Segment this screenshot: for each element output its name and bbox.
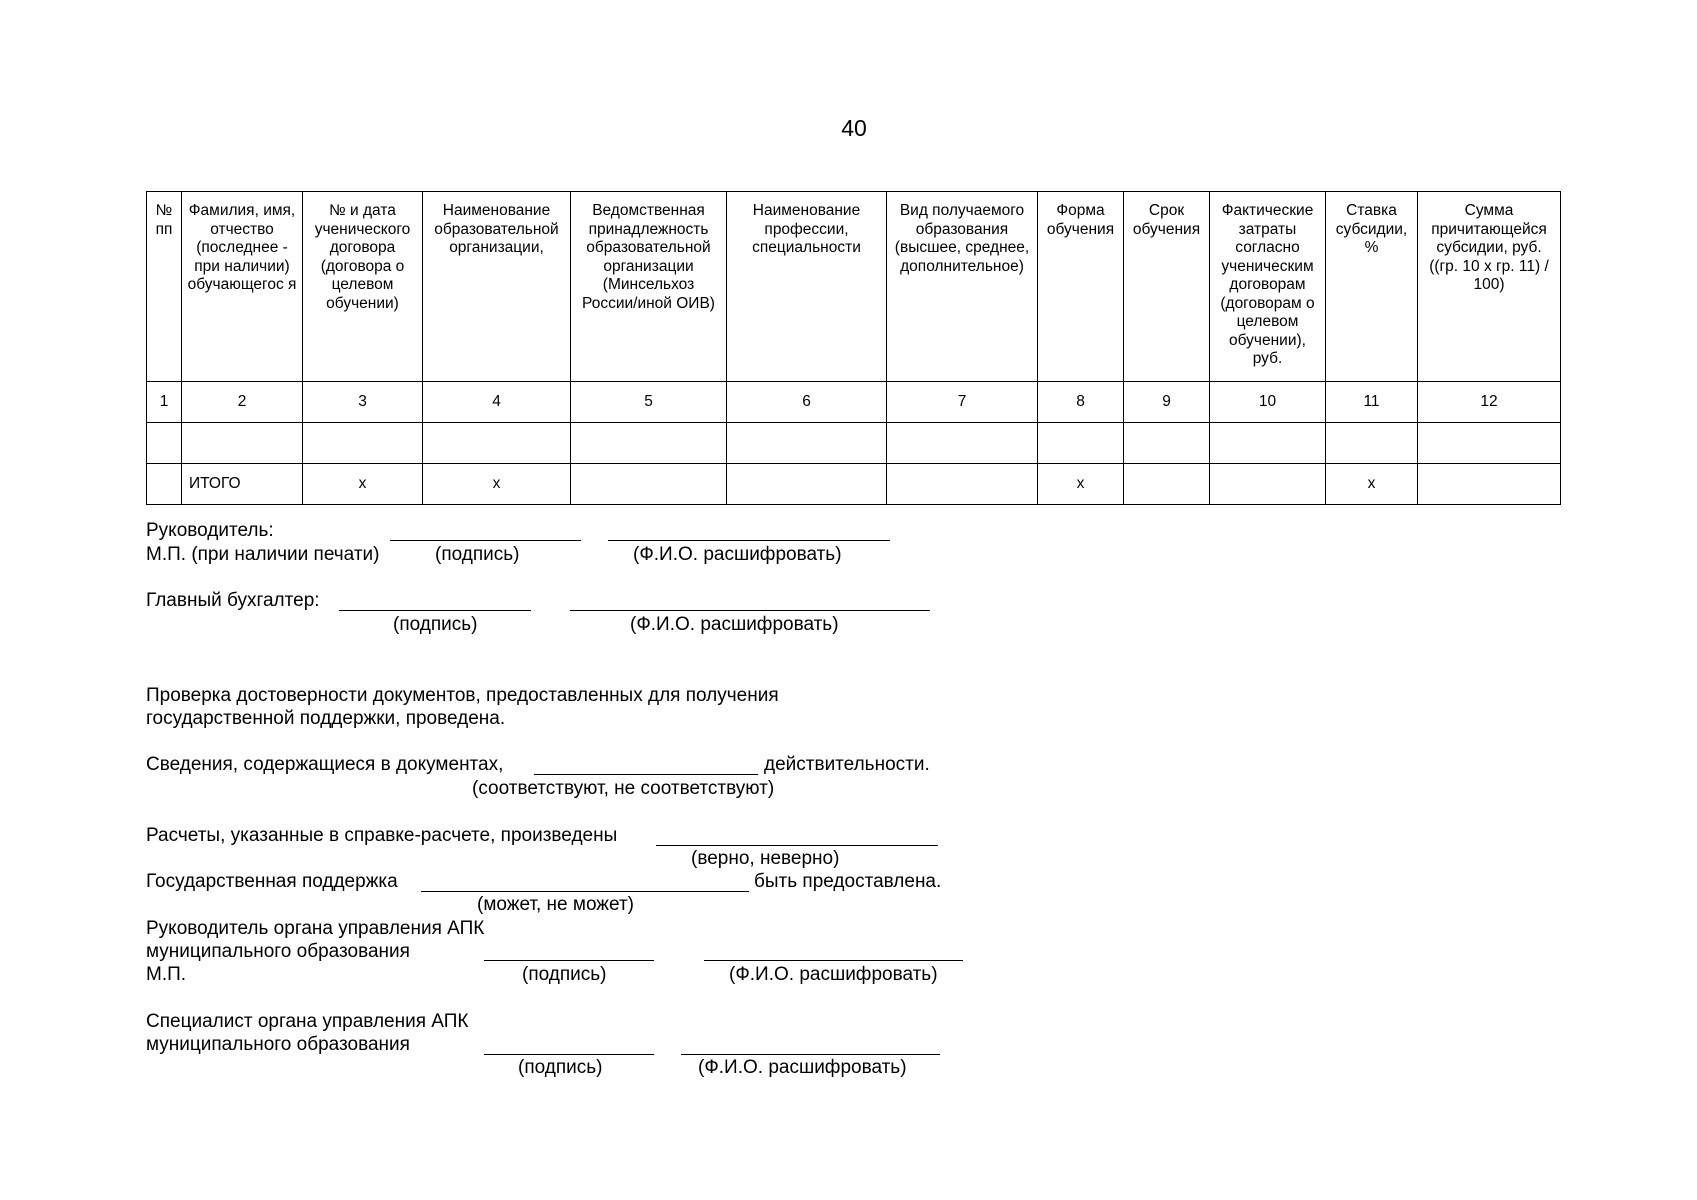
calc-label: Расчеты, указанные в справке-расчете, произведены <box>146 825 618 846</box>
column-number: 2 <box>182 382 303 423</box>
total-cell: x <box>1038 464 1124 505</box>
table-cell[interactable] <box>1418 423 1561 464</box>
head-signature-line[interactable] <box>390 540 581 541</box>
header-cell: Наименование профессии, специальности <box>727 192 887 382</box>
calc-hint: (верно, неверно) <box>691 848 840 869</box>
table-cell[interactable] <box>1326 423 1418 464</box>
name-hint: (Ф.И.О. расшифровать) <box>698 1057 907 1078</box>
total-cell <box>1124 464 1210 505</box>
header-cell: Ведомственная принадлежность образовательной организации (Минсельхоз России/иной ОИВ) <box>571 192 727 382</box>
page-number: 40 <box>841 115 867 141</box>
info-hint: (соответствуют, не соответствуют) <box>472 778 775 799</box>
column-number: 7 <box>887 382 1038 423</box>
name-hint: (Ф.И.О. расшифровать) <box>729 964 938 985</box>
stamp-label: М.П. (при наличии печати) <box>146 544 380 565</box>
header-cell: Форма обучения <box>1038 192 1124 382</box>
apk-head-name-line[interactable] <box>704 960 963 961</box>
header-cell: № и дата ученического договора (договора о целевом обучении) <box>303 192 423 382</box>
column-number: 8 <box>1038 382 1124 423</box>
header-cell: Сумма причитающейся субсидии, руб. ((гр. 10 x гр. 11) / 100) <box>1418 192 1561 382</box>
header-cell: Срок обучения <box>1124 192 1210 382</box>
total-cell <box>887 464 1038 505</box>
total-cell <box>1418 464 1561 505</box>
total-label: ИТОГО <box>182 464 303 505</box>
apk-head-label: Руководитель органа управления АПК <box>146 918 485 939</box>
apk-stamp: М.П. <box>146 964 187 985</box>
apk-spec-signature-line[interactable] <box>484 1054 654 1055</box>
head-name-line[interactable] <box>608 540 890 541</box>
total-cell <box>727 464 887 505</box>
subsidy-table <box>146 191 1561 505</box>
table-cell[interactable] <box>571 423 727 464</box>
table-cell[interactable] <box>147 423 182 464</box>
table-row <box>147 423 1561 464</box>
signature-hint: (подпись) <box>522 964 607 985</box>
table-cell[interactable] <box>1210 423 1326 464</box>
verification-text: Проверка достоверности документов, предоставленных для получения <box>146 685 779 706</box>
apk-head-label: муниципального образования <box>146 941 410 962</box>
signature-hint: (подпись) <box>518 1057 603 1078</box>
total-cell <box>147 464 182 505</box>
header-cell: Ставка субсидии, % <box>1326 192 1418 382</box>
total-cell: x <box>423 464 571 505</box>
support-answer-line[interactable] <box>421 891 749 892</box>
column-number: 4 <box>423 382 571 423</box>
header-cell: № пп <box>147 192 182 382</box>
column-number: 12 <box>1418 382 1561 423</box>
support-suffix: быть предоставлена. <box>754 871 942 892</box>
calc-answer-line[interactable] <box>656 845 938 846</box>
info-label: Сведения, содержащиеся в документах, <box>146 754 504 775</box>
signature-hint: (подпись) <box>435 544 520 565</box>
head-label: Руководитель: <box>146 520 274 541</box>
header-cell: Наименование образовательной организации, <box>423 192 571 382</box>
name-hint: (Ф.И.О. расшифровать) <box>630 614 839 635</box>
info-suffix: действительности. <box>764 754 930 775</box>
header-cell: Фактические затраты согласно ученическим договорам (договорам о целевом обучении), руб. <box>1210 192 1326 382</box>
table-cell[interactable] <box>1038 423 1124 464</box>
header-row <box>147 192 1561 382</box>
column-number: 3 <box>303 382 423 423</box>
column-number-row <box>147 382 1561 423</box>
table-cell[interactable] <box>887 423 1038 464</box>
header-cell: Фамилия, имя, отчество (последнее - при наличии) обучающегос я <box>182 192 303 382</box>
total-row <box>147 464 1561 505</box>
table-cell[interactable] <box>303 423 423 464</box>
apk-spec-name-line[interactable] <box>681 1054 940 1055</box>
column-number: 10 <box>1210 382 1326 423</box>
chief-name-line[interactable] <box>570 610 930 611</box>
column-number: 11 <box>1326 382 1418 423</box>
column-number: 5 <box>571 382 727 423</box>
table-cell[interactable] <box>727 423 887 464</box>
total-cell <box>571 464 727 505</box>
support-hint: (может, не может) <box>477 894 634 915</box>
table-cell[interactable] <box>182 423 303 464</box>
table-cell[interactable] <box>423 423 571 464</box>
chief-signature-line[interactable] <box>339 610 531 611</box>
info-answer-line[interactable] <box>534 774 758 775</box>
apk-head-signature-line[interactable] <box>484 960 654 961</box>
total-cell: x <box>303 464 423 505</box>
total-cell <box>1210 464 1326 505</box>
column-number: 9 <box>1124 382 1210 423</box>
apk-spec-label: Специалист органа управления АПК <box>146 1011 469 1032</box>
verification-text: государственной поддержки, проведена. <box>146 708 506 729</box>
apk-spec-label: муниципального образования <box>146 1034 410 1055</box>
chief-accountant-label: Главный бухгалтер: <box>146 590 320 611</box>
total-cell: x <box>1326 464 1418 505</box>
support-label: Государственная поддержка <box>146 871 398 892</box>
column-number: 6 <box>727 382 887 423</box>
header-cell: Вид получаемого образования (высшее, среднее, дополнительное) <box>887 192 1038 382</box>
name-hint: (Ф.И.О. расшифровать) <box>633 544 842 565</box>
signature-hint: (подпись) <box>393 614 478 635</box>
column-number: 1 <box>147 382 182 423</box>
table-cell[interactable] <box>1124 423 1210 464</box>
